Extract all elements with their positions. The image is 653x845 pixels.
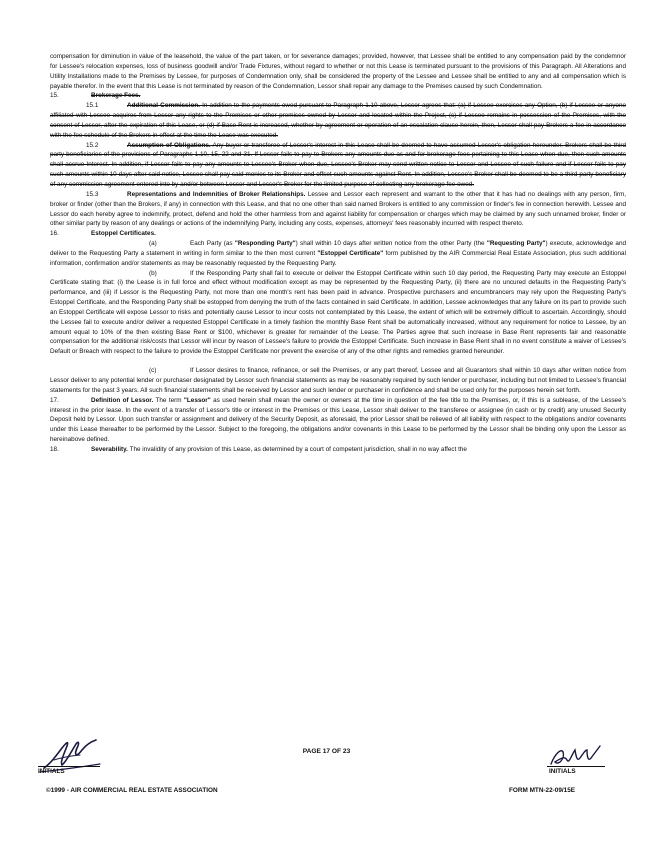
page-number: PAGE 17 OF 23 <box>302 748 351 755</box>
condemnation-paragraph-end: compensation for diminution in value of the leasehold, the value of the part taken, or for severance damages; provided, however, that Lessee shall be entitled to any compensation paid by the condemnor for Lessee's relocation expenses, loss of business goodwill and/or Trade Fixtures, without regard to whether or not this Lease is terminated pursuant to the provisions of this Paragraph. All Alterations and Utility Installations made to the Premises by Lessee, for purposes of Condemnation only, shall be considered the property of the Lessee and Lessee shall be entitled to any and all compensation which is payable therefor. In the event that this Lease is not terminated by reason of the Condemnation, Lessor shall repair any damage to the Premises caused by such Condemnation. <box>50 53 626 90</box>
section-15-heading: 15. Brokerage Fees. <box>50 92 141 100</box>
lease-body <box>50 52 626 455</box>
section-15-1: 15.1 Additional Commission. In addition to the payments owed pursuant to Paragraph 1.10 above, Lessor agrees that: (a) if Lessee exercises any Option, (b) if Lessee or anyone affiliated with Lessee acquires from Lessor any rights to the Premises or other premises owned by Lessor and located within the Project, (c) if Lessee remains in possession of the Premises, with the consent of Lessor, after the expiration of this Lease, or (d) if Base Rent is increased, whether by agreement or operation of an escalation clause herein, then, Lessor shall pay Brokers a fee in accordance with the fee schedule of the Brokers in effect at the time the Lease was executed. <box>50 102 627 139</box>
right-initials-line <box>547 766 605 767</box>
section-15-3: 15.3 Representations and Indemnities of Broker Relationships. Lessee and Lessor each represent and warrant to the other that it has had no dealings with any person, firm, broker or finder (other than the Brokers, if any) in connection with this Lease, and that no one other than said named Brokers is entitled to any commission or finder's fee in connection herewith. Lessee and Lessor do each hereby agree to indemnify, protect, defend and hold the other harmless from and against liability for compensation or charges which may be claimed by any such unnamed broker, finder or other similar party by reason of any dealings or actions of the indemnifying Party, including any costs, expenses, attorneys' fees reasonably incurred with respect thereto. <box>50 190 627 228</box>
form-id: FORM MTN-22-09/15E <box>509 787 576 794</box>
section-16-b: (b) If the Responding Party shall fail to execute or deliver the Estoppel Certificate within such 10 day period, the Requesting Party may execute an Estoppel Certificate stating that: (i) the Lease is in full force and effect without modification except as may be represented by the Requesting Party, (ii) there are no uncured defaults in the Requesting Party's performance, and (iii) if Lessor is the Requesting Party, not more than one month's rent has been paid in advance. Prospective purchasers and encumbrancers may rely upon the Requesting Party's Estoppel Certificate, and the Responding Party shall be estopped from denying the truth of the facts contained in said Certificate. In addition, Lessee acknowledges that any failure on its part to provide such an Estoppel Certificate will expose Lessor to risks and potentially cause Lessor to incur costs not contemplated by this Lease, the extent of which will be extremely difficult to ascertain. Accordingly, should the Lessee fail to execute and/or deliver a requested Estoppel Certificate in a timely fashion the monthly Base Rent shall be automatically increased, without any requirement for notice to Lessee, by an amount equal to 10% of the then existing Base Rent or $100, whichever is greater for remainder of the Lease. The Parties agree that such increase in Base Rent represents fair and reasonable compensation for the additional risk/costs that Lessor will incur by reason of Lessee's failure to provide the Estoppel Certificate. Such increase in Base Rent shall in no event constitute a waiver of Lessee's Default or Breach with respect to the failure to provide the Estoppel Certificate nor prevent the exercise of any of the other rights and remedies granted hereunder. <box>50 269 626 356</box>
section-18: 18. Severability. The invalidity of any provision of this Lease, as determined by a court of competent jurisdiction, shall in no way affect the <box>50 445 467 453</box>
spacer <box>50 357 626 366</box>
section-15-2: 15.2 Assumption of Obligations. Any buyer or transferee of Lessor's interest in this Lease shall be deemed to have assumed Lessor's obligation hereunder. Brokers shall be third party beneficiaries of the provisions of Paragraphs 1.10, 15, 22 and 31. If Lessor fails to pay to Brokers any amounts due as and for brokerage fees pertaining to this Lease when due, then such amounts shall accrue Interest. In addition, if Lessor fails to pay any amounts to Lessee's Broker when due, Lessee's Broker may send written notice to Lessor and Lessee of such failure and if Lessor fails to pay such amounts within 10 days after said notice, Lessee shall pay said monies to its Broker and offset such amounts against Rent. In addition, Lessee's Broker shall be deemed to be a third party beneficiary of any commission agreement entered into by and/or between Lessor and Lessor's Broker for the limited purpose of collecting any brokerage fee owed. <box>50 141 626 188</box>
section-16-heading: 16. Estoppel Certificates. <box>50 230 156 238</box>
left-initials-line <box>38 766 100 767</box>
left-initials-label: INITIALS <box>38 768 65 775</box>
section-16-c: (c) If Lessor desires to finance, refinance, or sell the Premises, or any part thereof, Lessee and all Guarantors shall within 10 days after written notice from Lessor deliver to any potential lender or purchaser designated by Lessor such financial statements as may be reasonably required by such lender or purchaser, including but not limited to Lessee's financial statements for the past 3 years. All such financial statements shall be received by Lessor and such lender or purchaser in confidence and shall be used only for the purposes herein set forth. <box>50 367 626 394</box>
copyright-notice: ©1999 - AIR COMMERCIAL REAL ESTATE ASSOCIATION <box>46 787 218 794</box>
right-initials-label: INITIALS <box>549 768 576 775</box>
section-17: 17. Definition of Lessor. The term "Lessor" as used herein shall mean the owner or owners at the time in question of the fee title to the Premises, or, if this is a sublease, of the Lessee's interest in the prior lease. In the event of a transfer of Lessor's title or interest in the Premises or this Lease, Lessor shall deliver to the transferee or assignee (in cash or by credit) any unused Security Deposit held by Lessor. Upon such transfer or assignment and delivery of the Security Deposit, as aforesaid, the prior Lessor shall be relieved of all liability with respect to the obligations and/or covenants under this Lease thereafter to be performed by the Lessor. Subject to the foregoing, the obligations and/or covenants in this Lease to be performed by the Lessor shall be binding only upon the Lessor as hereinabove defined. <box>50 396 626 444</box>
section-16-a: (a) Each Party (as "Responding Party") shall within 10 days after written notice from the other Party (the "Requesting Party") execute, acknowledge and deliver to the Requesting Party a statement in writing in form similar to the then most current "Estoppel Certificate" form published by the AIR Commercial Real Estate Association, plus such additional information, confirmation and/or statements as may be reasonably requested by the Requesting Party. <box>50 240 627 267</box>
